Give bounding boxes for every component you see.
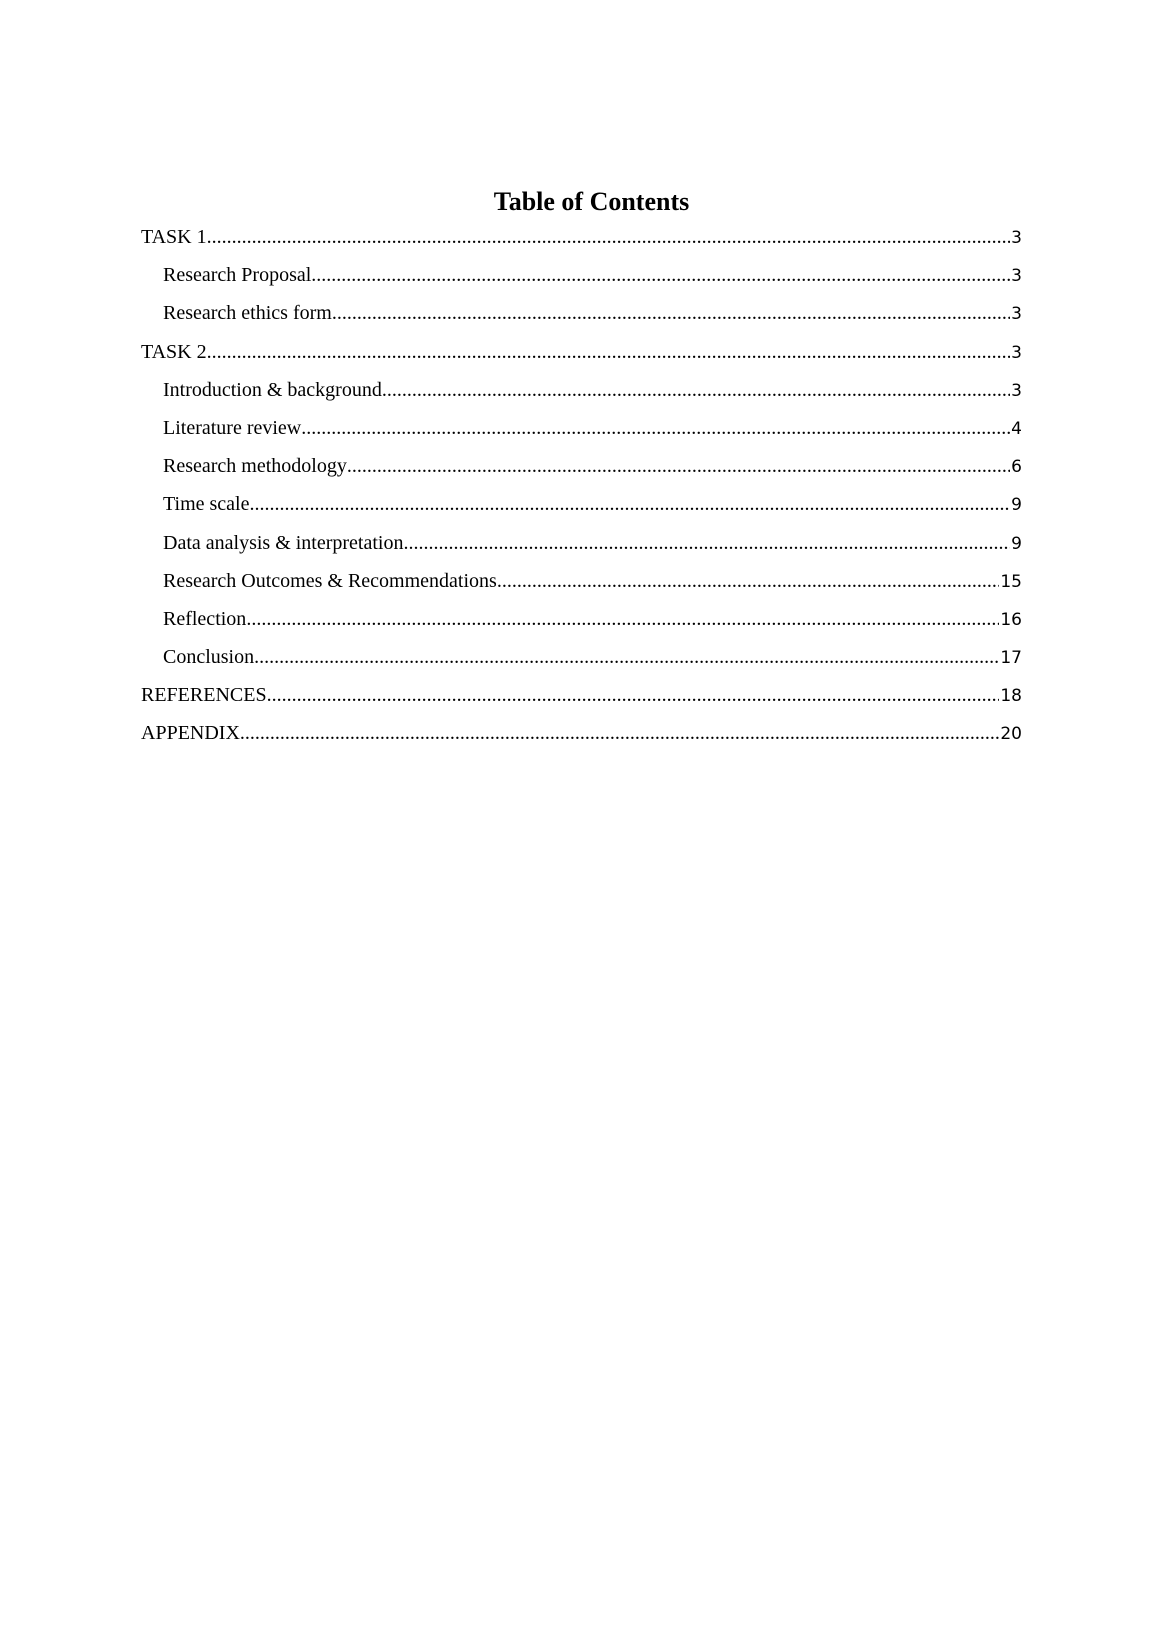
toc-entry-research-methodology[interactable] <box>141 447 1022 485</box>
toc-dot-leader <box>254 638 999 676</box>
toc-entry-label: TASK 2 <box>141 340 207 363</box>
toc-entry-literature-review[interactable] <box>141 409 1022 447</box>
toc-dot-leader <box>332 294 1010 332</box>
toc-entry-reflection[interactable] <box>141 600 1022 638</box>
toc-entry-label: Research Outcomes & Recommendations <box>163 569 497 592</box>
toc-dot-leader <box>246 600 999 638</box>
toc-list <box>141 218 1022 753</box>
toc-page-number: 18 <box>1000 686 1022 707</box>
toc-entry-research-ethics-form[interactable] <box>141 294 1022 332</box>
toc-page-number: 15 <box>1000 571 1022 592</box>
toc-entry-label: Reflection <box>163 607 247 630</box>
toc-entry-references[interactable] <box>141 676 1022 714</box>
toc-page-number: 3 <box>1011 266 1022 287</box>
toc-dot-leader <box>240 714 999 752</box>
toc-entry-label: APPENDIX <box>141 722 240 745</box>
toc-page-number: 3 <box>1011 228 1022 248</box>
toc-entry-data-analysis[interactable] <box>141 524 1022 562</box>
toc-entry-time-scale[interactable] <box>141 485 1022 523</box>
toc-entry-label: Data analysis & interpretation <box>163 531 404 554</box>
toc-page-number: 17 <box>1000 648 1022 669</box>
toc-page-number: 20 <box>1000 724 1022 745</box>
toc-page-number: 9 <box>1011 495 1022 516</box>
toc-dot-leader <box>249 485 1010 523</box>
toc-dot-leader <box>267 676 1000 714</box>
toc-entry-label: Introduction & background <box>163 378 382 401</box>
toc-dot-leader <box>403 524 1010 562</box>
toc-page-number: 4 <box>1011 418 1022 439</box>
toc-page-number: 3 <box>1011 304 1022 325</box>
toc-entry-label: Research ethics form <box>163 302 332 325</box>
toc-page-number: 3 <box>1011 380 1022 401</box>
toc-entry-introduction-background[interactable] <box>141 371 1022 409</box>
toc-page-number: 3 <box>1011 342 1022 363</box>
table-of-contents <box>141 186 1022 753</box>
toc-dot-leader <box>311 256 1010 294</box>
toc-dot-leader <box>301 409 1010 447</box>
toc-entry-label: Research Proposal <box>163 264 312 287</box>
toc-page-number: 16 <box>1000 609 1022 630</box>
toc-entry-appendix[interactable] <box>141 714 1022 752</box>
toc-entry-label: TASK 1 <box>141 226 207 248</box>
toc-entry-research-proposal[interactable] <box>141 256 1022 294</box>
toc-entry-task-2[interactable] <box>141 333 1022 371</box>
toc-entry-label: Research methodology <box>163 455 347 478</box>
toc-entry-label: Conclusion <box>163 646 255 669</box>
toc-dot-leader <box>497 562 1000 600</box>
toc-title: Table of Contents <box>493 187 690 216</box>
toc-entry-conclusion[interactable] <box>141 638 1022 676</box>
toc-entry-label: Literature review <box>163 416 302 439</box>
toc-entry-research-outcomes[interactable] <box>141 562 1022 600</box>
toc-dot-leader <box>207 218 1011 256</box>
toc-page-number: 6 <box>1011 457 1022 478</box>
toc-dot-leader <box>382 371 1010 409</box>
toc-entry-label: REFERENCES <box>141 684 267 707</box>
toc-page-number: 9 <box>1011 533 1022 554</box>
toc-dot-leader <box>347 447 1010 485</box>
toc-entry-label: Time scale <box>163 493 250 516</box>
toc-dot-leader <box>207 333 1011 371</box>
toc-entry-task-1[interactable] <box>141 218 1022 256</box>
